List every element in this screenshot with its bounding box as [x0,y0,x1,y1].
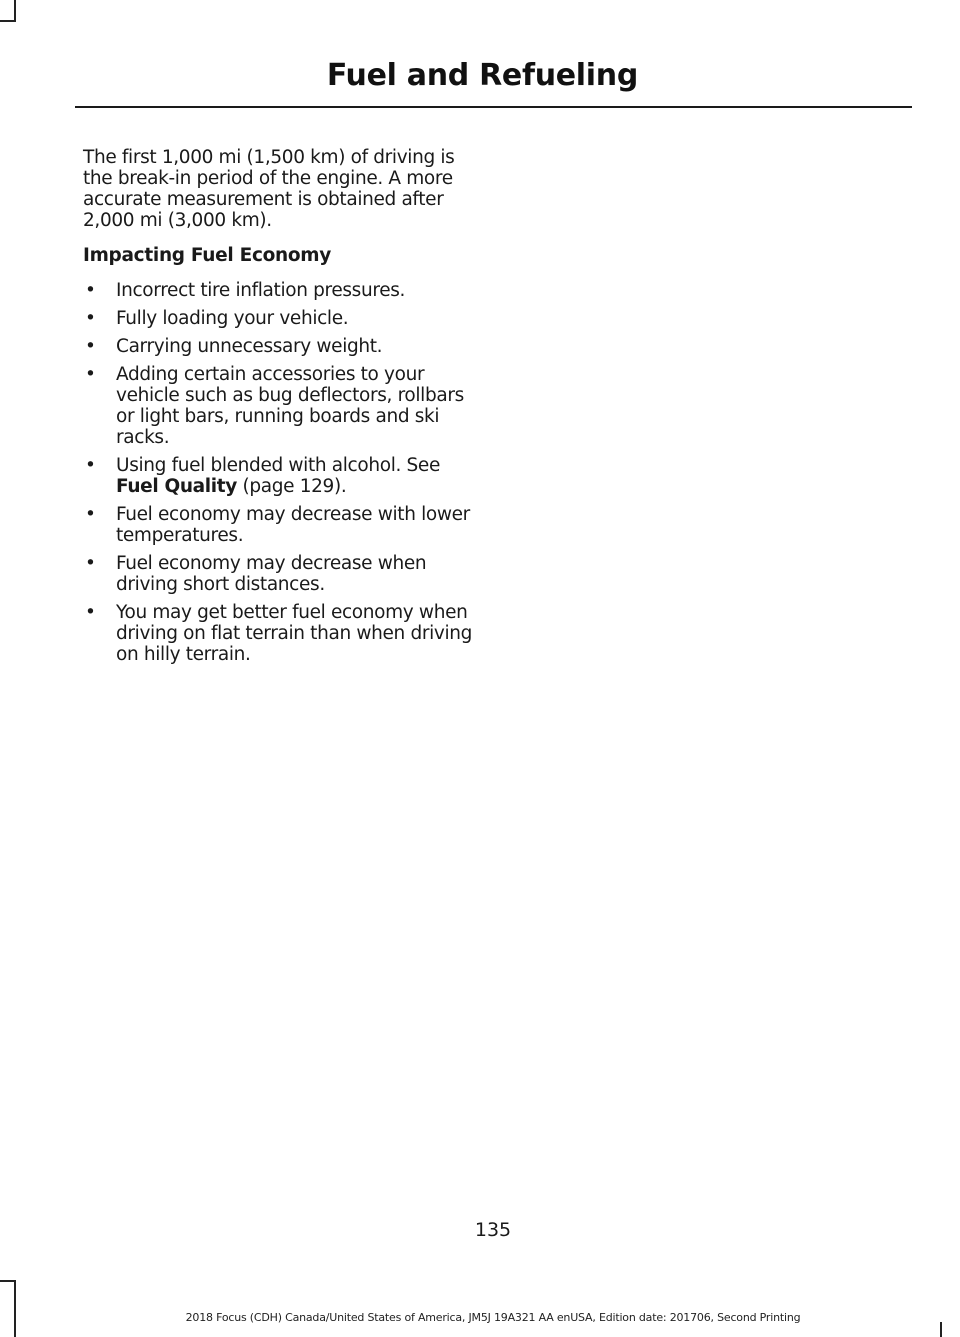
list-item-text: Fuel economy may decrease with lower temperatures. [116,504,470,546]
list-item-text: You may get better fuel economy when driving on flat terrain than when driving on hilly terrain. [116,602,473,665]
bullet-icon: • [85,553,96,574]
header-divider [75,106,912,108]
crop-mark-bottom-left-horizontal [0,1280,16,1282]
page-title: Fuel and Refueling [326,58,638,93]
list-item [83,308,478,329]
list-item [83,280,478,301]
fuel-quality-link[interactable]: Fuel Quality [116,476,237,497]
list-item-text-before: Using fuel blended with alcohol. See [116,455,440,476]
list-item [83,336,478,357]
section-heading: Impacting Fuel Economy [83,245,332,266]
list-item [83,602,478,665]
bullet-icon: • [85,280,96,301]
list-item-text: Carrying unnecessary weight. [116,336,383,357]
list-item [83,553,478,595]
bullet-icon: • [85,336,96,357]
list-item [83,504,478,546]
list-item-text: Incorrect tire inflation pressures. [116,280,406,301]
crop-mark-bottom-left-vertical [14,1280,16,1337]
list-item-text: Adding certain accessories to your vehicle such as bug deflectors, rollbars or light bars, running boards and ski racks. [116,364,464,448]
bullet-icon: • [85,504,96,525]
bullet-icon: • [85,602,96,623]
page-number: 135 [474,1219,512,1241]
list-item-text: Fully loading your vehicle. [116,308,349,329]
list-item-text: Fuel economy may decrease when driving short distances. [116,553,427,595]
crop-mark-top-left-horizontal [0,20,16,22]
bullet-icon: • [85,308,96,329]
list-item [83,455,478,497]
list-item [83,364,478,448]
content-column [83,147,478,672]
edition-footer: 2018 Focus (CDH) Canada/United States of America, JM5J 19A321 AA enUSA, Edition date: 201706, Second Printing [185,1311,801,1324]
bullet-icon: • [85,455,96,476]
bullet-icon: • [85,364,96,385]
intro-paragraph: The first 1,000 mi (1,500 km) of driving is the break-in period of the engine. A more accurate measurement is obtained after 2,000 mi (3,000 km). [83,147,455,231]
list-item-text [116,455,440,497]
crop-mark-bottom-right-vertical [940,1322,942,1337]
page-reference: (page 129). [236,476,347,497]
fuel-economy-factors-list [83,280,478,665]
crop-mark-top-left-vertical [14,0,16,20]
